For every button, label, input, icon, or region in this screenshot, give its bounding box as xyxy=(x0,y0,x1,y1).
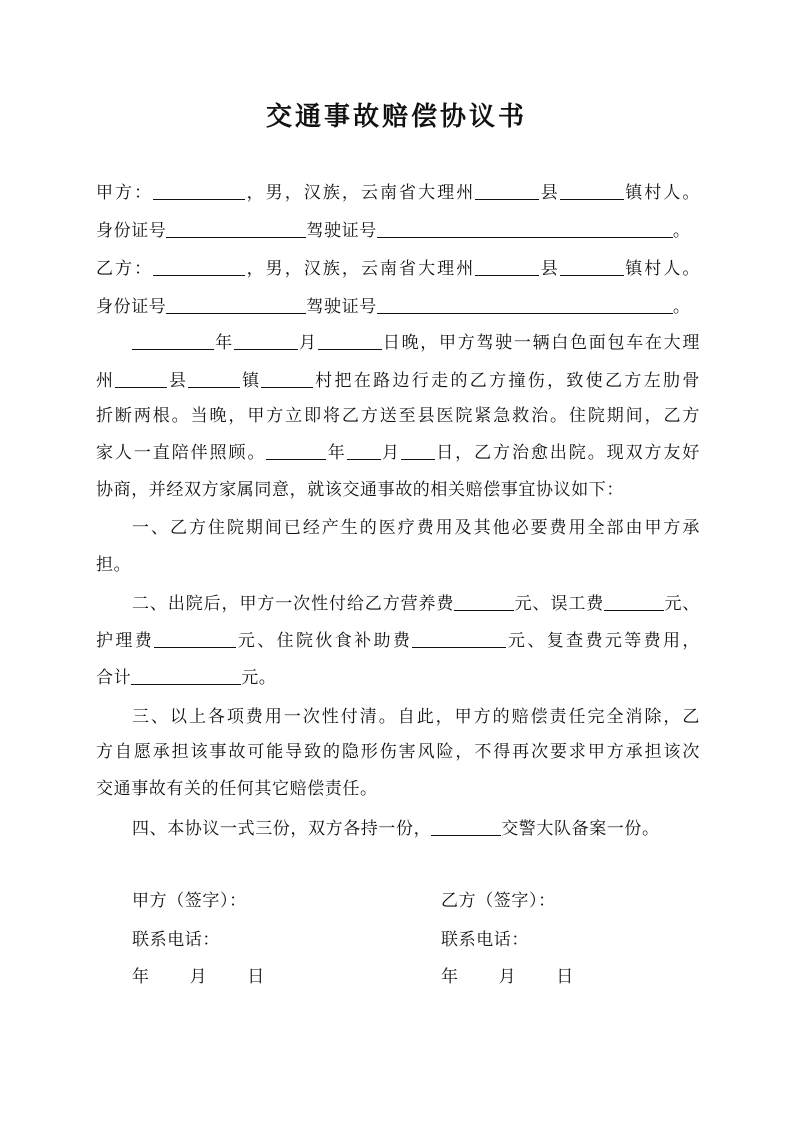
party-b-town-blank[interactable] xyxy=(560,253,624,276)
page-title: 交通事故赔偿协议书 xyxy=(265,102,527,132)
narrative-line-1: 年 月 日晚，甲方驾驶一辆白色面包车在大理 xyxy=(132,327,700,357)
party-a-town-blank[interactable] xyxy=(560,177,624,200)
narrative-line-3: 折断两根。当晚，甲方立即将乙方送至县医院紧急救治。住院期间，乙方 xyxy=(96,406,700,426)
party-a-id-line: 身份证号 驾驶证号 。 xyxy=(96,215,700,245)
discharge-day-blank[interactable] xyxy=(401,437,435,460)
discharge-month-blank[interactable] xyxy=(347,437,381,460)
clause-2-line-2: 护理费 元、住院伙食补助费 元、复查费元等费用， xyxy=(96,625,700,655)
clause-1-line-1: 一、乙方住院期间已经产生的医疗费用及其他必要费用全部由甲方承 xyxy=(132,518,700,538)
party-a-license-blank[interactable] xyxy=(377,215,673,238)
copy-holder-blank[interactable] xyxy=(431,813,501,836)
clause-3-line-3: 交通事故有关的任何其它赔偿责任。 xyxy=(96,779,378,799)
party-b-label: 乙方： xyxy=(96,259,154,279)
clause-3-line-2: 方自愿承担该事故可能导致的隐形伤害风险，不得再次要求甲方承担该次 xyxy=(96,742,700,762)
party-a-phone-label: 联系电话： xyxy=(132,930,220,950)
clause-2-line-1: 二、出院后，甲方一次性付给乙方营养费 元、误工费 元、 xyxy=(132,588,700,618)
party-a-line: 甲方： ，男，汉族，云南省大理州 县 镇村人。 xyxy=(96,177,700,207)
party-b-county-blank[interactable] xyxy=(475,253,539,276)
meal-subsidy-blank[interactable] xyxy=(412,625,506,648)
party-a-label: 甲方： xyxy=(96,183,154,203)
party-b-signature-label: 乙方（签字）： xyxy=(441,891,556,911)
party-a-id-blank[interactable] xyxy=(166,215,306,238)
accident-year-blank[interactable] xyxy=(132,327,214,350)
party-a-name-blank[interactable] xyxy=(153,177,245,200)
narrative-line-4: 家人一直陪伴照顾。 年 月 日，乙方治愈出院。现双方友好 xyxy=(96,437,700,467)
lost-wages-blank[interactable] xyxy=(604,588,664,611)
narrative-line-5: 协商，并经双方家属同意，就该交通事故的相关赔偿事宜协议如下： xyxy=(96,480,624,500)
party-a-signature-label: 甲方（签字）： xyxy=(132,891,247,911)
party-b-line: 乙方： ，男，汉族，云南省大理州 县 镇村人。 xyxy=(96,253,700,283)
clause-3-line-1: 三、以上各项费用一次性付清。自此，甲方的赔偿责任完全消除，乙 xyxy=(132,707,700,727)
clause-1-line-2: 担。 xyxy=(96,555,132,575)
party-b-id-line: 身份证号 驾驶证号 。 xyxy=(96,291,700,321)
party-b-id-blank[interactable] xyxy=(166,291,306,314)
party-b-name-blank[interactable] xyxy=(153,253,245,276)
accident-day-blank[interactable] xyxy=(318,327,382,350)
party-b-license-blank[interactable] xyxy=(377,291,673,314)
clause-2-line-3: 合计 元。 xyxy=(96,662,700,692)
total-blank[interactable] xyxy=(131,662,241,685)
nursing-fee-blank[interactable] xyxy=(154,625,236,648)
party-b-phone-label: 联系电话： xyxy=(441,930,529,950)
discharge-year-blank[interactable] xyxy=(266,437,326,460)
party-b-date: 年 月 日 xyxy=(441,967,574,987)
party-a-date: 年 月 日 xyxy=(132,967,265,987)
accident-month-blank[interactable] xyxy=(234,327,298,350)
accident-town-blank[interactable] xyxy=(188,365,240,388)
accident-village-blank[interactable] xyxy=(261,365,313,388)
party-a-county-blank[interactable] xyxy=(475,177,539,200)
clause-4-line: 四、本协议一式三份，双方各持一份， 交警大队备案一份。 xyxy=(132,813,700,843)
accident-county-blank[interactable] xyxy=(115,365,167,388)
narrative-line-2: 州 县 镇 村把在路边行走的乙方撞伤，致使乙方左肋骨 xyxy=(96,365,700,395)
nutrition-fee-blank[interactable] xyxy=(454,588,514,611)
